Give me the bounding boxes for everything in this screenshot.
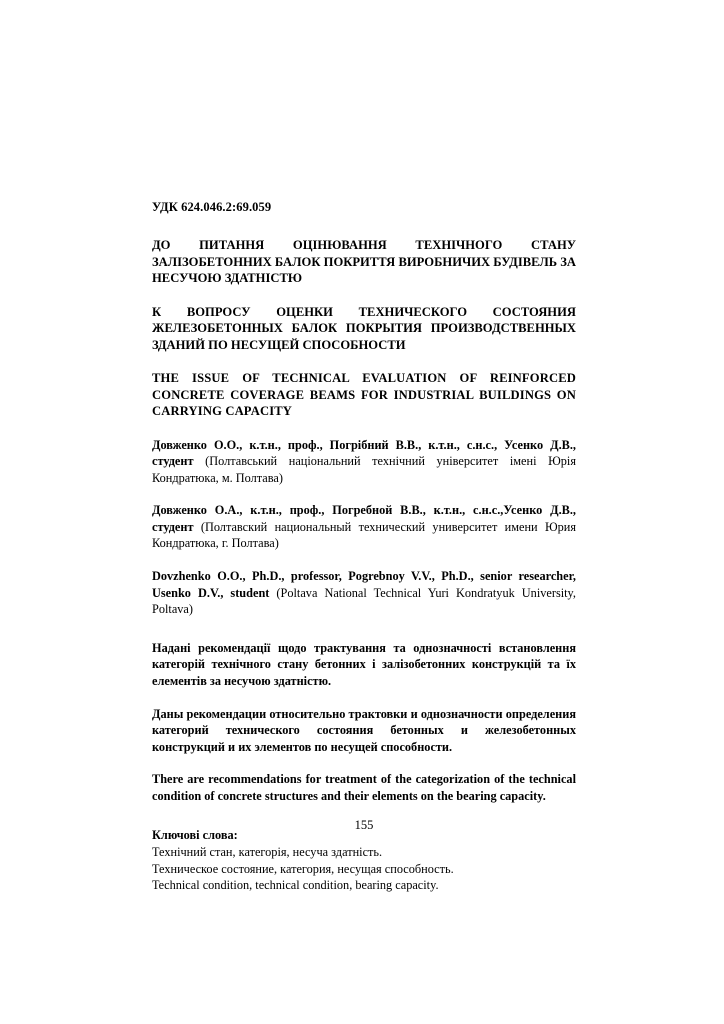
authors-ukrainian-affiliation: (Полтавський національний технічний університет імені Юрія Кондратюка, м. Полтава): [152, 454, 576, 485]
keywords-heading: Ключові слова:: [152, 827, 238, 842]
abstract-ukrainian: Надані рекомендації щодо трактування та однозначності встановлення категорій технічного стану бетонних і залізобетонних конструкцій та їх елементів за несучою здатністю.: [152, 640, 576, 689]
abstract-russian: Даны рекомендации относительно трактовки и однозначности определения категорий технического состояния бетонных и железобетонных конструкций и их элементов по несущей способности.: [152, 706, 576, 754]
title-english: THE ISSUE OF TECHNICAL EVALUATION OF REINFORCED CONCRETE COVERAGE BEAMS FOR INDUSTRIAL BUILDINGS ON CARRYING CAPACITY: [152, 371, 576, 418]
abstract-english: There are recommendations for treatment of the categorization of the technical condition of concrete structures and their elements on the bearing capacity.: [152, 772, 576, 803]
keywords-ukrainian: Технічний стан, категорія, несуча здатність.: [152, 845, 383, 860]
authors-ukrainian: [152, 437, 576, 487]
title-russian: К ВОПРОСУ ОЦЕНКИ ТЕХНИЧЕСКОГО СОСТОЯНИЯ ЖЕЛЕЗОБЕТОННЫХ БАЛОК ПОКРЫТИЯ ПРОИЗВОДСТВЕННЫХ ЗДАНИЙ ПО НЕСУЩЕЙ СПОСОБНОСТИ: [152, 304, 576, 352]
article-content: [152, 200, 576, 893]
authors-russian-affiliation: (Полтавский национальный технический университет имени Юрия Кондратюка, г. Полтава): [152, 519, 576, 551]
authors-russian: [152, 502, 576, 552]
authors-ukrainian-names: Довженко О.О., к.т.н., проф., Погрібний В.В., к.т.н., с.н.с., Усенко Д.В., студент: [152, 437, 576, 469]
title-ukrainian: ДО ПИТАННЯ ОЦІНЮВАННЯ ТЕХНІЧНОГО СТАНУ ЗАЛІЗОБЕТОННИХ БАЛОК ПОКРИТТЯ ВИРОБНИЧИХ БУДІВЕЛЬ ЗА НЕСУЧОЮ ЗДАТНІСТЮ: [152, 238, 576, 285]
udk-code: УДК 624.046.2:69.059: [152, 200, 272, 214]
page-number: 155: [354, 818, 374, 832]
keywords-russian: Техническое состояние, категория, несущая способность.: [152, 861, 454, 876]
keywords-english: Technical condition, technical condition, bearing capacity.: [152, 878, 439, 892]
authors-russian-names: Довженко О.А., к.т.н., проф., Погребной В.В., к.т.н., с.н.с.,Усенко Д.В., студент: [152, 503, 576, 534]
authors-english-names: Dovzhenko O.O., Ph.D., professor, Pogrebnoy V.V., Ph.D., senior researcher, Usenko D.V., student: [152, 569, 576, 600]
authors-english-affiliation: (Poltava National Technical Yuri Kondratyuk University, Poltava): [152, 585, 576, 617]
authors-english: [152, 568, 576, 618]
